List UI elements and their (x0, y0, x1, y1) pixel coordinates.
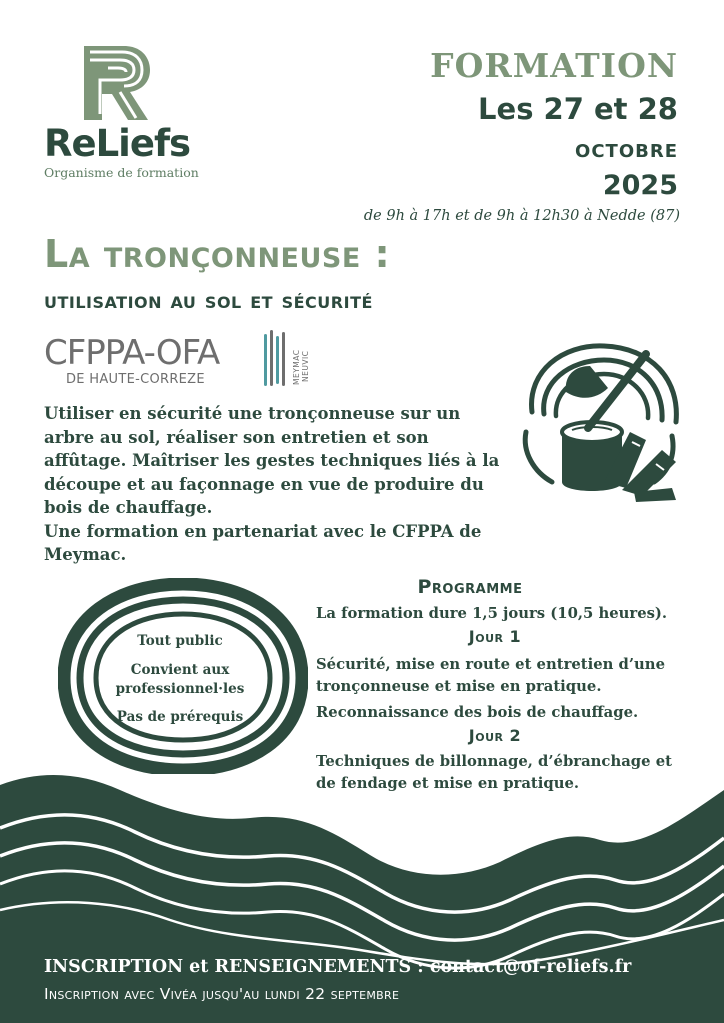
course-title: La tronçonneuse : (44, 232, 391, 276)
partner-location-meymac: MEYMAC (292, 349, 301, 385)
badge-professionals: Convient aux professionnel·les (115, 662, 245, 697)
formation-label: FORMATION (430, 46, 678, 85)
description-paragraph: Utiliser en sécurité une tronçonneuse sur un arbre au sol, réaliser son entretien et son affûtage. Maîtriser les gestes techniques liés à la découpe et au façonnage en vue de produire du bois de chauffage. (44, 404, 500, 517)
day2-item: Techniques de billonnage, d’ébranchage et de fendage et mise en pratique. (316, 753, 672, 792)
day1-title: Jour 1 (468, 627, 522, 646)
badge-prerequisites: Pas de prérequis (116, 709, 244, 725)
partner-logo-sub: DE HAUTE-CORREZE (66, 372, 205, 387)
day2-title: Jour 2 (468, 726, 522, 745)
programme-duration: La formation dure 1,5 jours (10,5 heures). (316, 605, 668, 622)
reliefs-r-logo-icon (80, 44, 152, 122)
axe-stump-firewood-icon (512, 332, 688, 502)
partner-stripes-icon (262, 330, 288, 388)
description-partnership: Une formation en partenariat avec le CFPPA de Meymac. (44, 521, 482, 564)
date-month: octobre (575, 134, 678, 164)
badge-audience: Tout public (137, 633, 223, 649)
brand-name: ReLiefs (44, 122, 191, 165)
programme-title: Programme (417, 576, 523, 598)
footer-deadline: Inscription avec Vivéa jusqu'au lundi 22 septembre (44, 985, 400, 1003)
date-days: Les 27 et 28 (478, 92, 678, 126)
partner-location-neuvic: NEUVIC (301, 350, 310, 382)
schedule-location: de 9h à 17h et de 9h à 12h30 à Nedde (87) (363, 208, 680, 224)
day1-item: Reconnaissance des bois de chauffage. (316, 704, 639, 721)
course-subtitle: utilisation au sol et sécurité (44, 288, 373, 314)
brand-tagline: Organisme de formation (44, 165, 199, 180)
date-year: 2025 (602, 170, 678, 201)
day1-item: Sécurité, mise en route et entretien d’une tronçonneuse et mise en pratique. (316, 656, 665, 695)
course-description (44, 402, 504, 567)
footer-contact: INSCRIPTION et RENSEIGNEMENTS : contact@of-reliefs.fr (44, 957, 632, 977)
partner-logo-name: CFPPA-OFA (44, 333, 220, 373)
